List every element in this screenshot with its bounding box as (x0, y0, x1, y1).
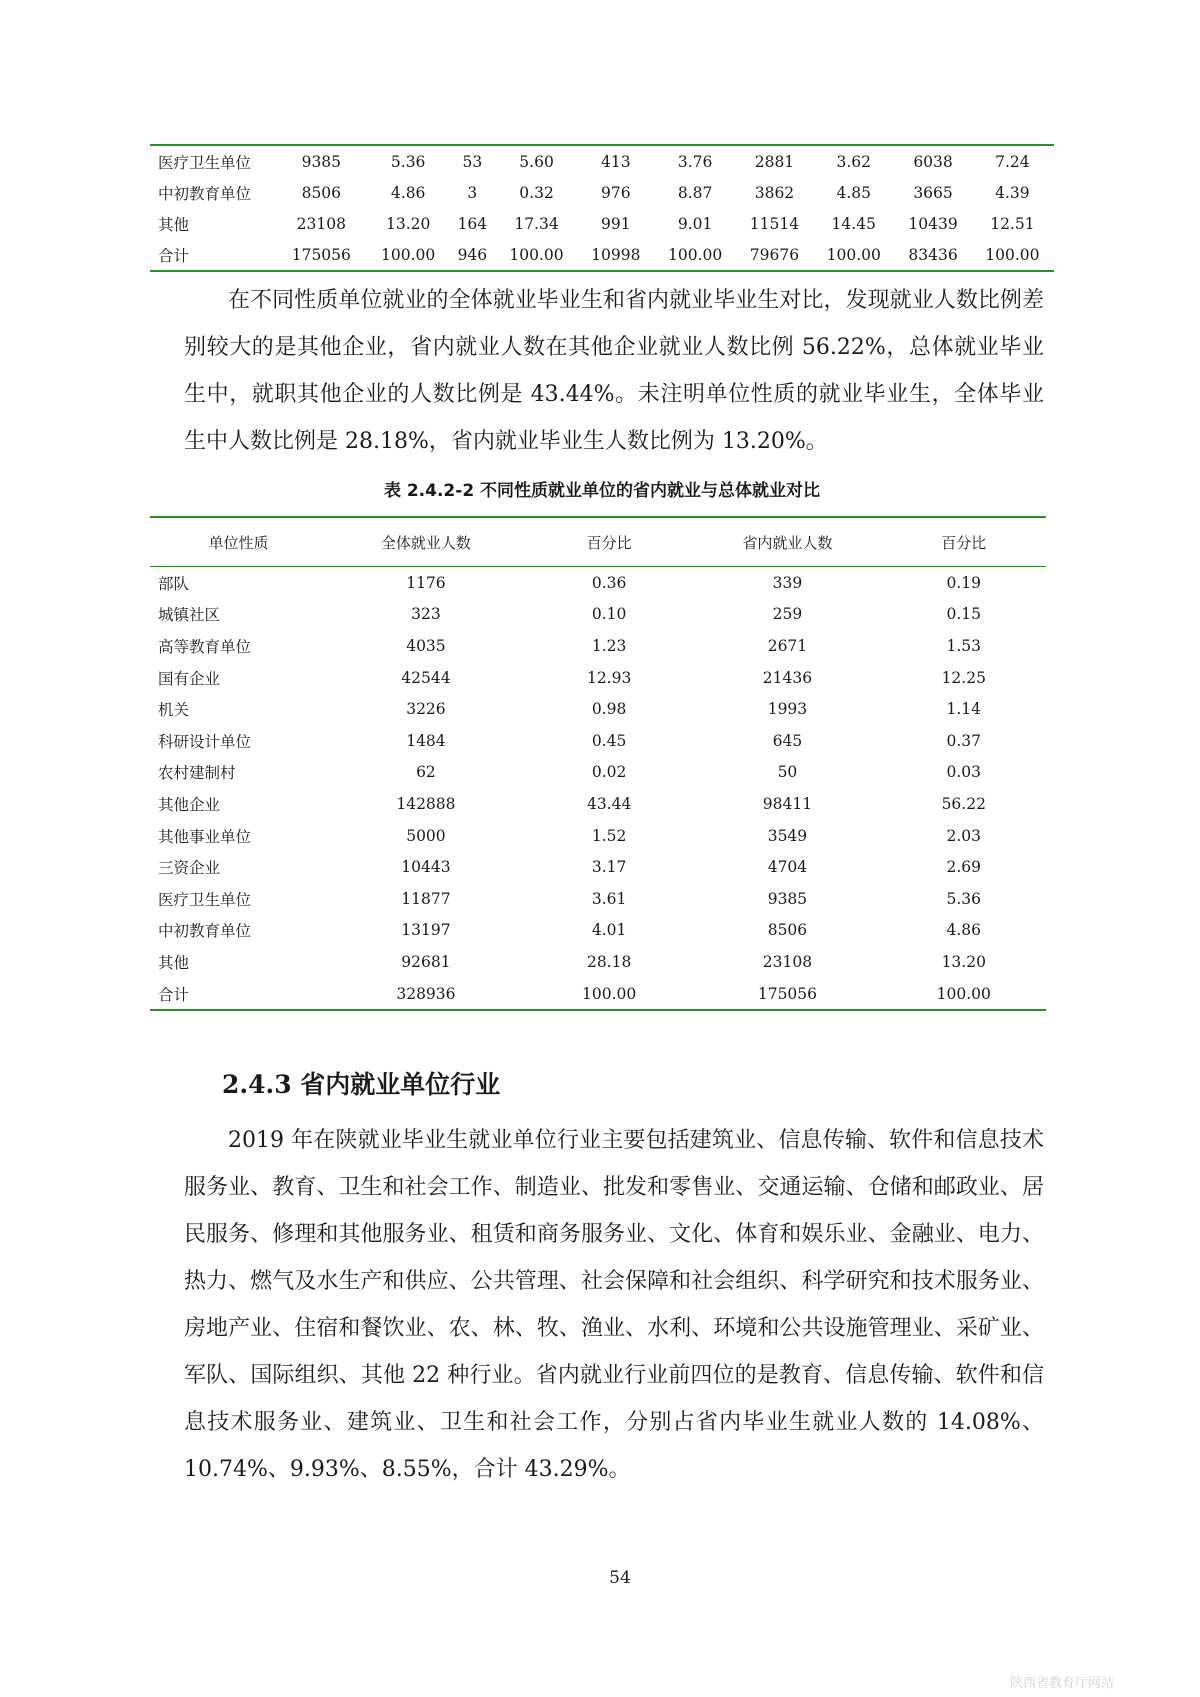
table-cell: 1.14 (946, 700, 982, 719)
table-cell: 3 (467, 183, 478, 202)
table-cell: 4704 (767, 858, 808, 877)
table-cell: 0.45 (591, 731, 627, 750)
table-body (150, 567, 1046, 1011)
table-row (150, 693, 1046, 725)
table-cell: 259 (772, 605, 803, 624)
row-label: 部队 (158, 574, 190, 593)
table-row (150, 851, 1046, 883)
table-cell: 8.87 (677, 183, 713, 202)
table-row (150, 630, 1046, 662)
table-cell: 1.23 (591, 636, 627, 655)
table-cell: 323 (411, 605, 441, 624)
row-label: 医疗卫生单位 (158, 890, 252, 909)
table-cell: 100.00 (582, 984, 637, 1003)
table-cell: 42544 (401, 668, 451, 687)
table-cell: 79676 (749, 245, 800, 264)
table-cell: 0.02 (591, 763, 627, 782)
table-cell: 1.53 (946, 636, 982, 655)
table-cell: 0.03 (946, 763, 982, 782)
table-cell: 645 (772, 731, 803, 750)
section-heading: 2.4.3 省内就业单位行业 (222, 1070, 501, 1099)
table-cell: 9.01 (677, 214, 713, 233)
table-row (150, 883, 1046, 915)
table-cell: 1993 (767, 700, 808, 719)
table-cell: 56.22 (941, 794, 986, 813)
table-cell: 6038 (913, 152, 953, 171)
table-cell: 11877 (401, 889, 451, 908)
table-cell: 92681 (401, 952, 451, 971)
table-cell: 12.51 (990, 214, 1035, 233)
header-in-province-percent: 百分比 (882, 517, 1046, 567)
table-cell: 9385 (301, 152, 342, 171)
table-cell: 0.15 (946, 605, 982, 624)
table-row (150, 662, 1046, 694)
table-cell: 21436 (762, 668, 813, 687)
table-cell: 175056 (757, 984, 818, 1003)
table-cell: 0.19 (946, 573, 982, 592)
table-cell: 14.45 (831, 214, 876, 233)
row-label: 机关 (158, 701, 190, 720)
table-cell: 12.25 (941, 668, 986, 687)
table-cell: 2671 (767, 636, 808, 655)
table-cell: 2.69 (946, 858, 982, 877)
table-cell: 23108 (296, 214, 346, 233)
row-label: 农村建制村 (158, 764, 236, 783)
table-cell: 3665 (913, 183, 953, 202)
row-label: 其他事业单位 (158, 827, 252, 846)
row-label: 中初教育单位 (158, 922, 252, 941)
table-cell: 100.00 (509, 245, 564, 264)
table-cell: 3.61 (591, 889, 627, 908)
table-row (150, 725, 1046, 757)
table-cell: 142888 (396, 794, 456, 813)
table-cell: 3.62 (836, 152, 871, 171)
table-row (150, 978, 1046, 1011)
table-row (150, 239, 1054, 271)
page-number: 54 (609, 1568, 631, 1588)
table-cell: 0.98 (591, 700, 627, 719)
table-cell: 4.85 (836, 183, 871, 202)
row-label: 合计 (158, 246, 190, 265)
table-cell: 62 (416, 763, 436, 782)
table-cell: 1.52 (591, 826, 627, 845)
row-label: 城镇社区 (158, 606, 221, 625)
row-label: 医疗卫生单位 (158, 153, 252, 172)
table-cell: 2.03 (946, 826, 982, 845)
row-label: 国有企业 (158, 669, 221, 688)
table-cell: 0.10 (591, 605, 627, 624)
row-label: 合计 (158, 985, 190, 1004)
table-cell: 0.32 (519, 183, 554, 202)
table-cell: 4.86 (390, 183, 426, 202)
table-cell: 100.00 (985, 245, 1040, 264)
table-cell: 10998 (591, 245, 641, 264)
row-label: 其他 (158, 953, 190, 972)
table-row (150, 788, 1046, 820)
table-cell: 4.39 (995, 183, 1030, 202)
table-row (150, 820, 1046, 852)
table-cell: 7.24 (995, 152, 1030, 171)
table-cell: 3549 (767, 826, 808, 845)
watermark: 陕西省教育厅网站 (1010, 1676, 1115, 1691)
table-cell: 946 (457, 245, 488, 264)
table-cell: 12.93 (586, 668, 632, 687)
table-cell: 5.60 (519, 152, 554, 171)
table-row (150, 567, 1046, 599)
row-label: 其他企业 (158, 795, 221, 814)
table-row (150, 757, 1046, 789)
table-cell: 4035 (406, 636, 446, 655)
unit-nature-comparison-table (150, 516, 1046, 1011)
table-header-row (150, 517, 1046, 567)
table-cell: 43.44 (586, 794, 632, 813)
table-row (150, 599, 1046, 631)
table-cell: 53 (462, 152, 483, 171)
table-cell: 28.18 (586, 952, 632, 971)
table-cell: 3.17 (591, 858, 627, 877)
table-cell: 13197 (401, 921, 451, 940)
table-cell: 1484 (406, 731, 446, 750)
industry-paragraph: 2019 年在陕就业毕业生就业单位行业主要包括建筑业、信息传输、软件和信息技术服务业、教育、卫生和社会工作、制造业、批发和零售业、交通运输、仓储和邮政业、居民服务、修理和其他服务业、租赁和商务服务业、文化、体育和娱乐业、金融业、电力、热力、燃气及水生产和供应、公共管理、社会保障和社会组织、科学研究和技术服务业、房地产业、住宿和餐饮业、农、林、牧、渔业、水利、环境和公共设施管理业、采矿业、军队、国际组织、其他 22 种行业。省内就业行业前四位的是教育、信息传输、软件和信息技术服务业、建筑业、卫生和社会工作，分别占省内毕业生就业人数的 14.08%、10.74%、9.93%、8.55%，合计 43.29%。 (184, 1128, 1044, 1482)
table-cell: 100.00 (936, 984, 991, 1003)
row-label: 中初教育单位 (158, 184, 252, 203)
table-cell: 10443 (401, 858, 451, 877)
table-cell: 3226 (406, 700, 446, 719)
table-cell: 3.76 (677, 152, 713, 171)
table-cell: 23108 (762, 952, 813, 971)
table-cell: 3862 (754, 183, 795, 202)
header-total-employed: 全体就业人数 (327, 517, 525, 567)
header-in-province-employed: 省内就业人数 (693, 517, 881, 567)
table-cell: 175056 (291, 245, 351, 264)
table-cell: 1176 (406, 573, 446, 592)
table-cell: 0.37 (946, 731, 982, 750)
table-cell: 328936 (396, 984, 456, 1003)
row-label: 科研设计单位 (158, 732, 252, 751)
table-row (150, 946, 1046, 978)
table-cell: 10439 (908, 214, 958, 233)
row-label: 高等教育单位 (158, 637, 252, 656)
table-cell: 17.34 (514, 214, 559, 233)
table-cell: 100.00 (668, 245, 723, 264)
table-cell: 5.36 (390, 152, 426, 171)
table-cell: 0.36 (591, 573, 627, 592)
table-cell: 2881 (754, 152, 795, 171)
table-cell: 13.20 (941, 952, 986, 971)
header-unit-nature: 单位性质 (150, 517, 327, 567)
table-cell: 98411 (762, 794, 813, 813)
table-cell: 83436 (908, 245, 958, 264)
row-label: 其他 (158, 215, 190, 234)
table-cell: 13.20 (385, 214, 431, 233)
table-caption: 表 2.4.2-2 不同性质就业单位的省内就业与总体就业对比 (383, 481, 821, 501)
header-total-percent: 百分比 (525, 517, 693, 567)
table-cell: 8506 (301, 183, 342, 202)
table-row (150, 208, 1054, 239)
table-cell: 5.36 (946, 889, 982, 908)
row-label: 三资企业 (158, 859, 221, 878)
table-cell: 50 (777, 763, 798, 782)
table-cell: 164 (457, 214, 488, 233)
employment-by-unit-table-continued (150, 144, 1054, 272)
table-cell: 5000 (406, 826, 446, 845)
table-cell: 976 (601, 183, 631, 202)
table-cell: 413 (601, 152, 631, 171)
table-cell: 8506 (767, 921, 808, 940)
table-cell: 100.00 (381, 245, 436, 264)
table-row (150, 145, 1054, 177)
table-row (150, 915, 1046, 947)
table-cell: 4.86 (946, 921, 982, 940)
table-cell: 339 (772, 573, 803, 592)
comparison-paragraph: 在不同性质单位就业的全体就业毕业生和省内就业毕业生对比，发现就业人数比例差别较大的是其他企业，省内就业人数在其他企业就业人数比例 56.22%，总体就业毕业生中，就职其他企业的人数比例是 43.44%。未注明单位性质的就业毕业生，全体毕业生中人数比例是 28.18%，省内就业毕业生人数比例为 13.20%。 (184, 288, 1044, 454)
table-cell: 991 (601, 214, 631, 233)
table-cell: 11514 (749, 214, 800, 233)
table-cell: 4.01 (591, 921, 627, 940)
table-row (150, 177, 1054, 208)
table-cell: 9385 (767, 889, 808, 908)
table-body (150, 145, 1054, 271)
table-cell: 100.00 (826, 245, 881, 264)
